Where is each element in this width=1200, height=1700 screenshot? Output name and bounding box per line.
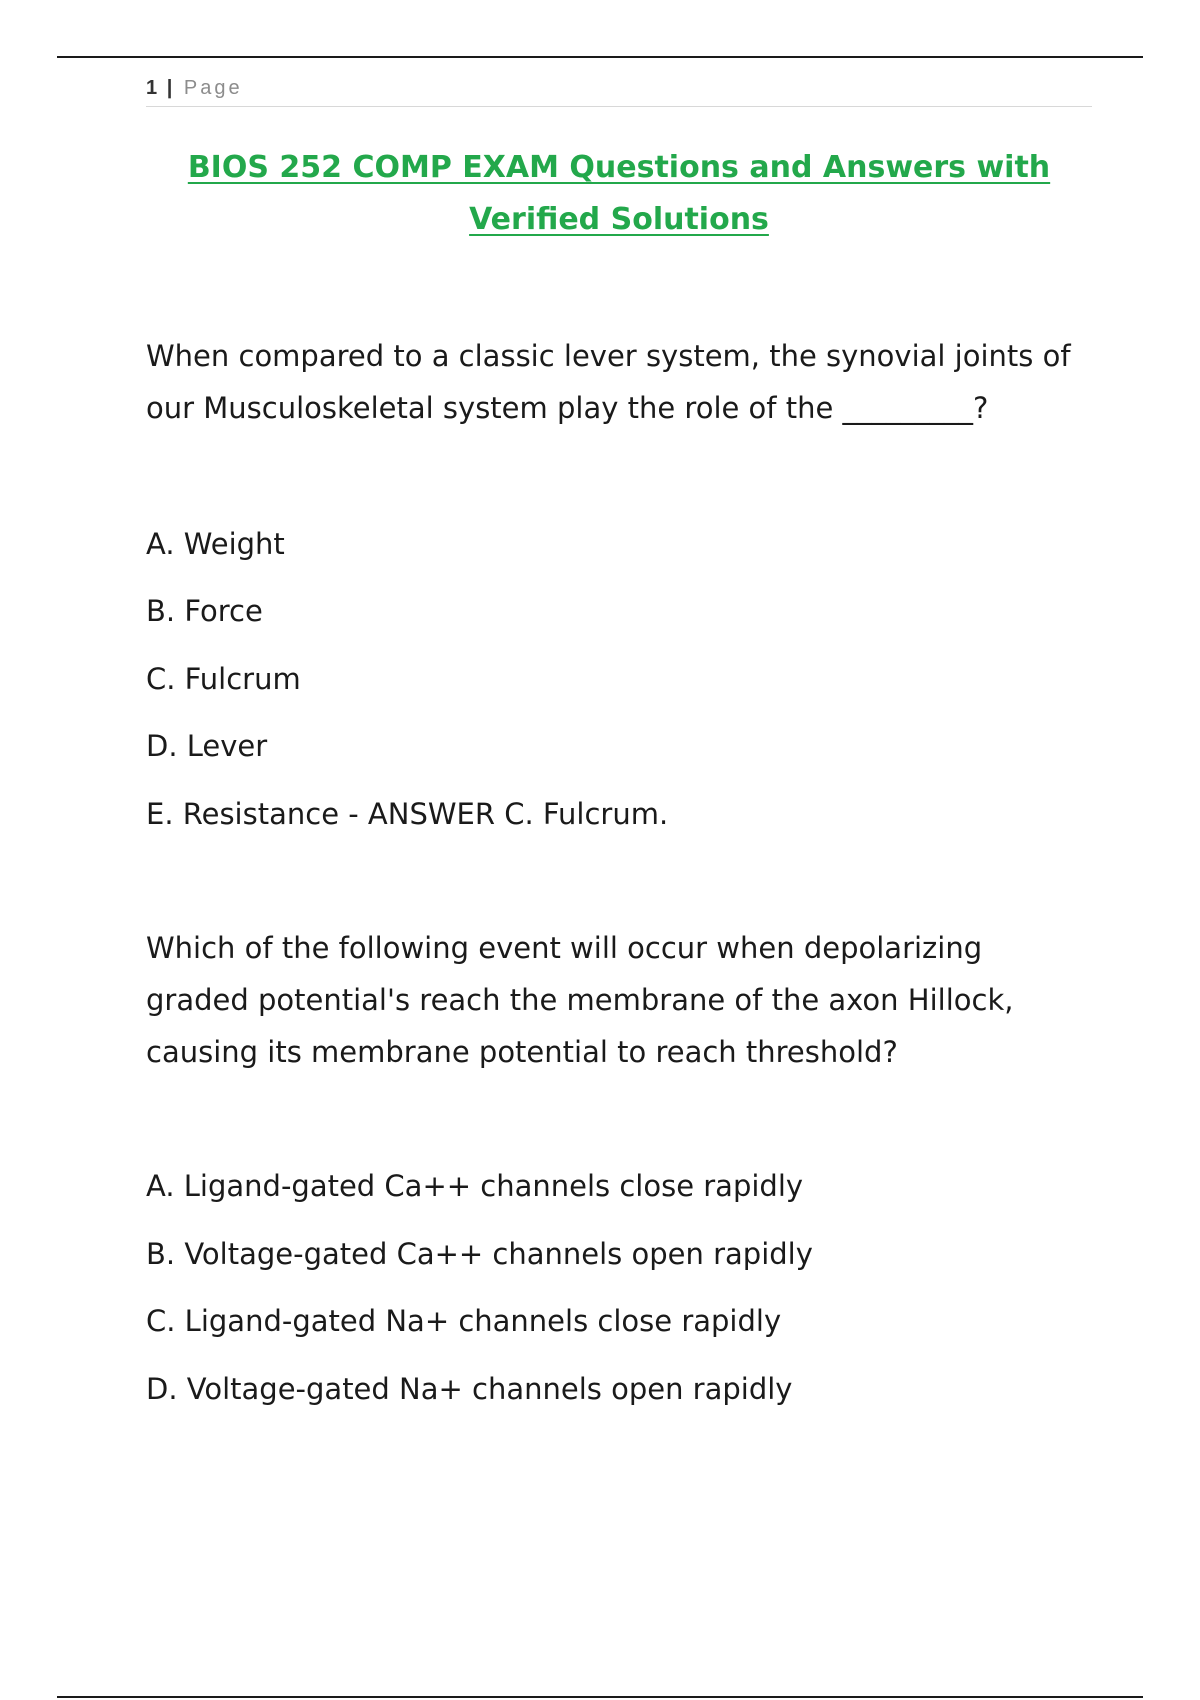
question-1-text: When compared to a classic lever system, the synovial joints of our Musculoskeletal system play the role of the _________? xyxy=(146,339,1071,425)
question-1-option-b: B. Force xyxy=(146,594,263,628)
question-1-option-c: C. Fulcrum xyxy=(146,662,301,696)
page-separator: | xyxy=(166,77,174,99)
page-label: Page xyxy=(183,77,243,99)
question-1-option-a: A. Weight xyxy=(146,527,285,561)
question-2-option-c: C. Ligand-gated Na+ channels close rapidly xyxy=(146,1304,782,1338)
document-title xyxy=(146,142,1092,246)
bottom-rule xyxy=(57,1696,1143,1698)
title-line-2: Verified Solutions xyxy=(469,202,769,237)
page-header xyxy=(146,74,1092,107)
page-number: 1 xyxy=(146,77,159,99)
question-1-option-d: D. Lever xyxy=(146,729,268,763)
question-2-option-b: B. Voltage-gated Ca++ channels open rapidly xyxy=(146,1237,813,1271)
top-rule xyxy=(57,56,1143,58)
question-2-text: Which of the following event will occur when depolarizing graded potential's reach the membrane of the axon Hillock, causing its membrane potential to reach threshold? xyxy=(146,931,1014,1069)
title-line-1: BIOS 252 COMP EXAM Questions and Answers with xyxy=(187,150,1051,185)
question-2-option-a: A. Ligand-gated Ca++ channels close rapidly xyxy=(146,1169,804,1203)
question-2-option-d: D. Voltage-gated Na+ channels open rapidly xyxy=(146,1372,793,1406)
question-1-option-e-answer: E. Resistance - ANSWER C. Fulcrum. xyxy=(146,797,669,831)
